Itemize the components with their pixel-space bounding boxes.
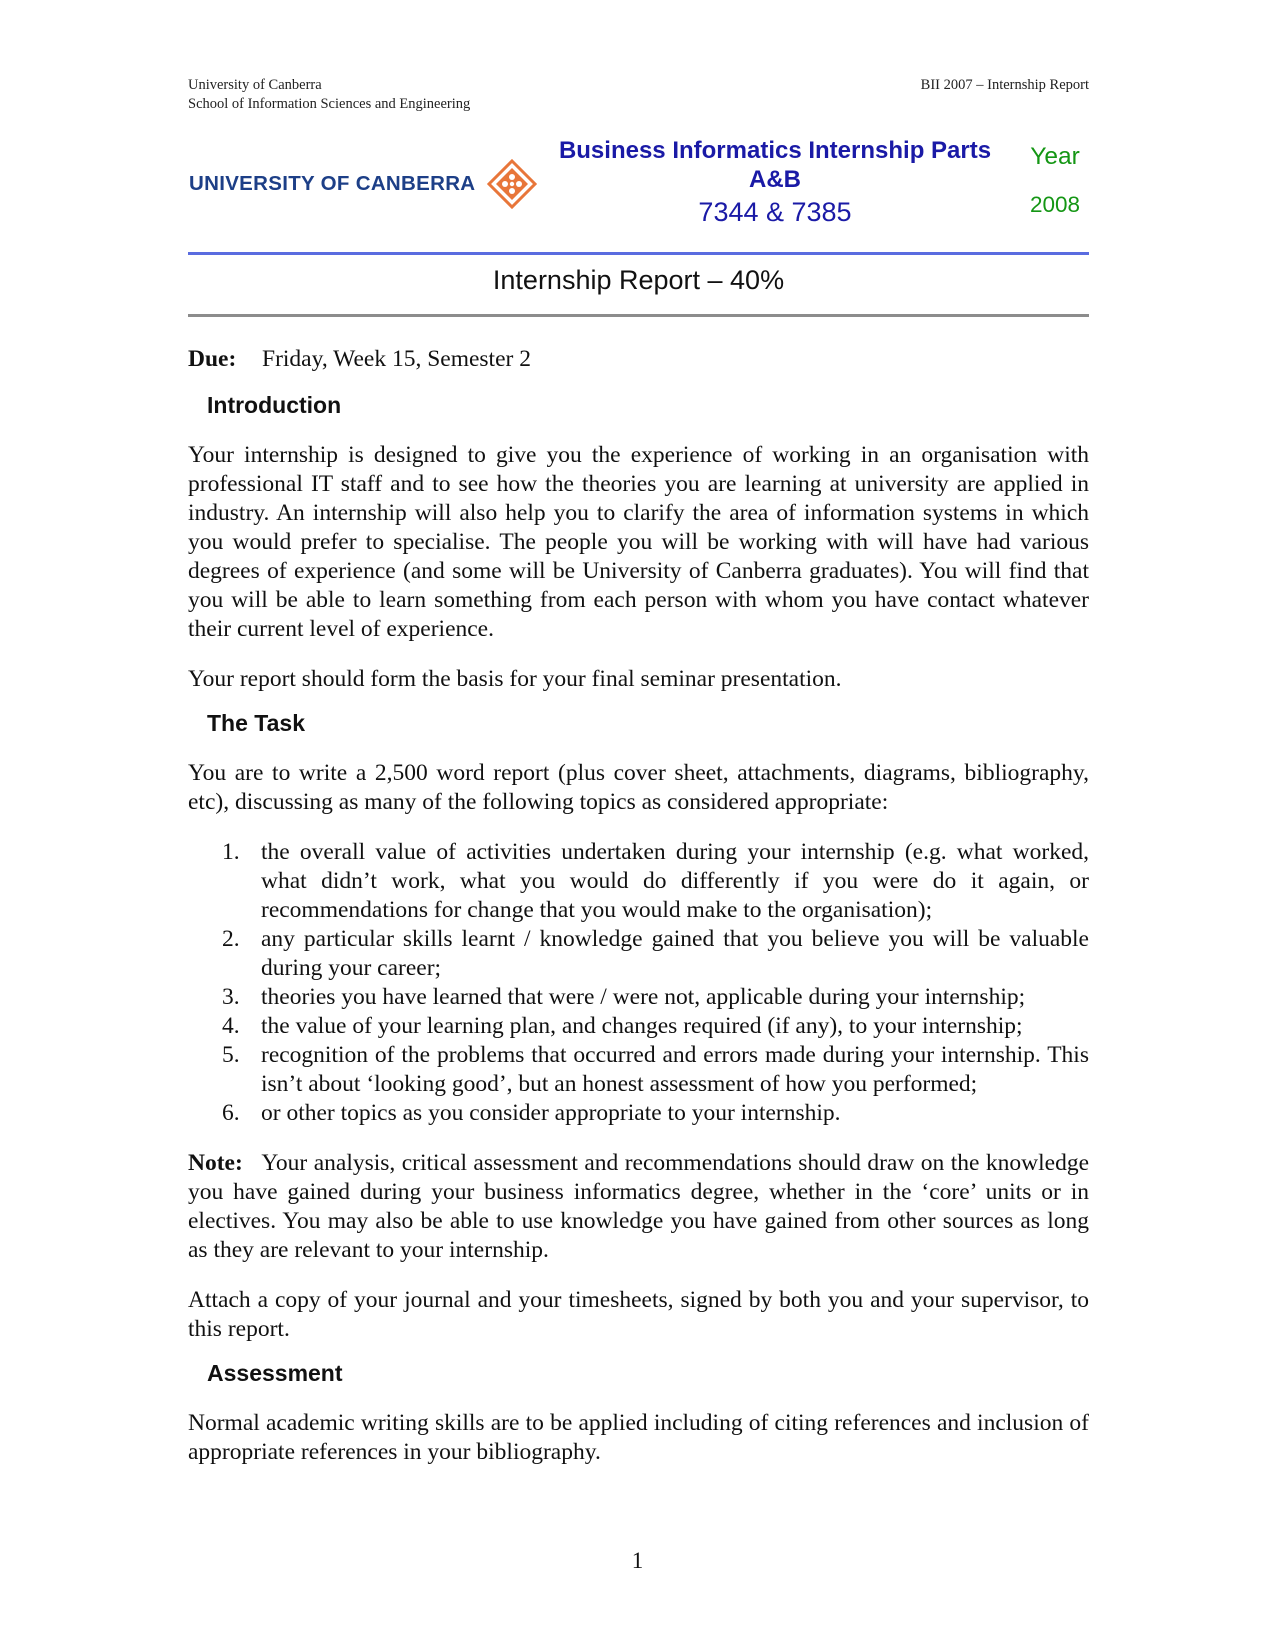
header-divider-top — [188, 252, 1089, 255]
running-header-right: BII 2007 – Internship Report — [920, 77, 1089, 93]
list-item-text: or other topics as you consider appropriate to your internship. — [261, 1100, 841, 1126]
year-value: 2008 — [1029, 192, 1081, 217]
assessment-paragraph: Normal academic writing skills are to be applied including of citing references and inclusion of appropriate references in your bibliography. — [188, 1410, 1089, 1465]
attach-paragraph: Attach a copy of your journal and your timesheets, signed by both you and your supervisor, to this report. — [188, 1287, 1089, 1342]
university-name: University of Canberra — [188, 77, 322, 93]
due-value: Friday, Week 15, Semester 2 — [262, 346, 531, 372]
page-number: 1 — [631, 1548, 644, 1573]
year-label: Year — [1030, 143, 1080, 170]
list-item-text: the value of your learning plan, and changes required (if any), to your internship; — [261, 1013, 1023, 1039]
list-item-number: 4. — [222, 1013, 240, 1039]
course-block — [535, 136, 1015, 229]
list-item — [188, 1012, 1089, 1041]
running-header-left — [188, 76, 470, 114]
logo-wordmark: UNIVERSITY OF CANBERRA — [189, 172, 476, 195]
list-item — [188, 925, 1089, 983]
note-label: Note: — [188, 1150, 243, 1176]
note-paragraph — [188, 1149, 1089, 1265]
university-logo — [189, 156, 534, 212]
note-text: Your analysis, critical assessment and recommendations should draw on the knowledge you have gained during your business informatics degree, whether in the ‘core’ units or in electives. You may also be able to use knowledge you have gained from other sources as long as they are relevant to your internship. — [188, 1150, 1089, 1263]
list-item — [188, 1099, 1089, 1128]
school-name: School of Information Sciences and Engineering — [188, 96, 471, 112]
list-item-number: 5. — [222, 1042, 240, 1068]
section-heading-task: The Task — [207, 710, 305, 736]
introduction-paragraph: Your report should form the basis for your final seminar presentation. — [188, 666, 842, 692]
list-item-number: 1. — [222, 839, 240, 865]
list-item-number: 2. — [222, 926, 240, 952]
report-title: Internship Report – 40% — [492, 265, 785, 295]
list-item — [188, 983, 1089, 1012]
due-line — [188, 345, 1089, 380]
list-item-text: theories you have learned that were / were not, applicable during your internship; — [261, 984, 1026, 1010]
list-item-text: the overall value of activities undertaken during your internship (e.g. what worked, what didn’t work, what you would do differently if you were do it again, or recommendations for change that you would make to the organisation); — [261, 839, 1089, 923]
list-item-number: 3. — [222, 984, 240, 1010]
year-block — [1010, 142, 1100, 219]
list-item-number: 6. — [222, 1100, 240, 1126]
section-heading-introduction: Introduction — [207, 392, 342, 418]
document-body — [188, 345, 1089, 1467]
course-title: Business Informatics Internship Parts A&B — [558, 137, 992, 193]
header-divider-bottom — [188, 314, 1089, 317]
introduction-paragraph: Your internship is designed to give you the experience of working in an organisation with professional IT staff and to see how the theories you are learning at university are applied in industry. An internship will also help you to clarify the area of information systems in which you would prefer to specialise. The people you will be working with will have had various degrees of experience (and some will be University of Canberra graduates). You will find that you will be able to learn something from each person with whom you have contact whatever their current level of experience. — [188, 442, 1089, 642]
list-item-text: recognition of the problems that occurred and errors made during your internship. This isn’t about ‘looking good’, but an honest assessment of how you performed; — [261, 1042, 1089, 1097]
crest-diamond-icon — [487, 159, 537, 209]
task-intro: You are to write a 2,500 word report (plus cover sheet, attachments, diagrams, bibliography, etc), discussing as many of the following topics as considered appropriate: — [188, 760, 1089, 815]
section-heading-assessment: Assessment — [207, 1360, 343, 1386]
topic-list — [188, 838, 1089, 1128]
list-item — [188, 838, 1089, 925]
due-label: Due: — [188, 346, 237, 372]
list-item-text: any particular skills learnt / knowledge gained that you believe you will be valuable during your career; — [261, 926, 1089, 981]
list-item — [188, 1041, 1089, 1099]
course-codes: 7344 & 7385 — [698, 197, 852, 227]
